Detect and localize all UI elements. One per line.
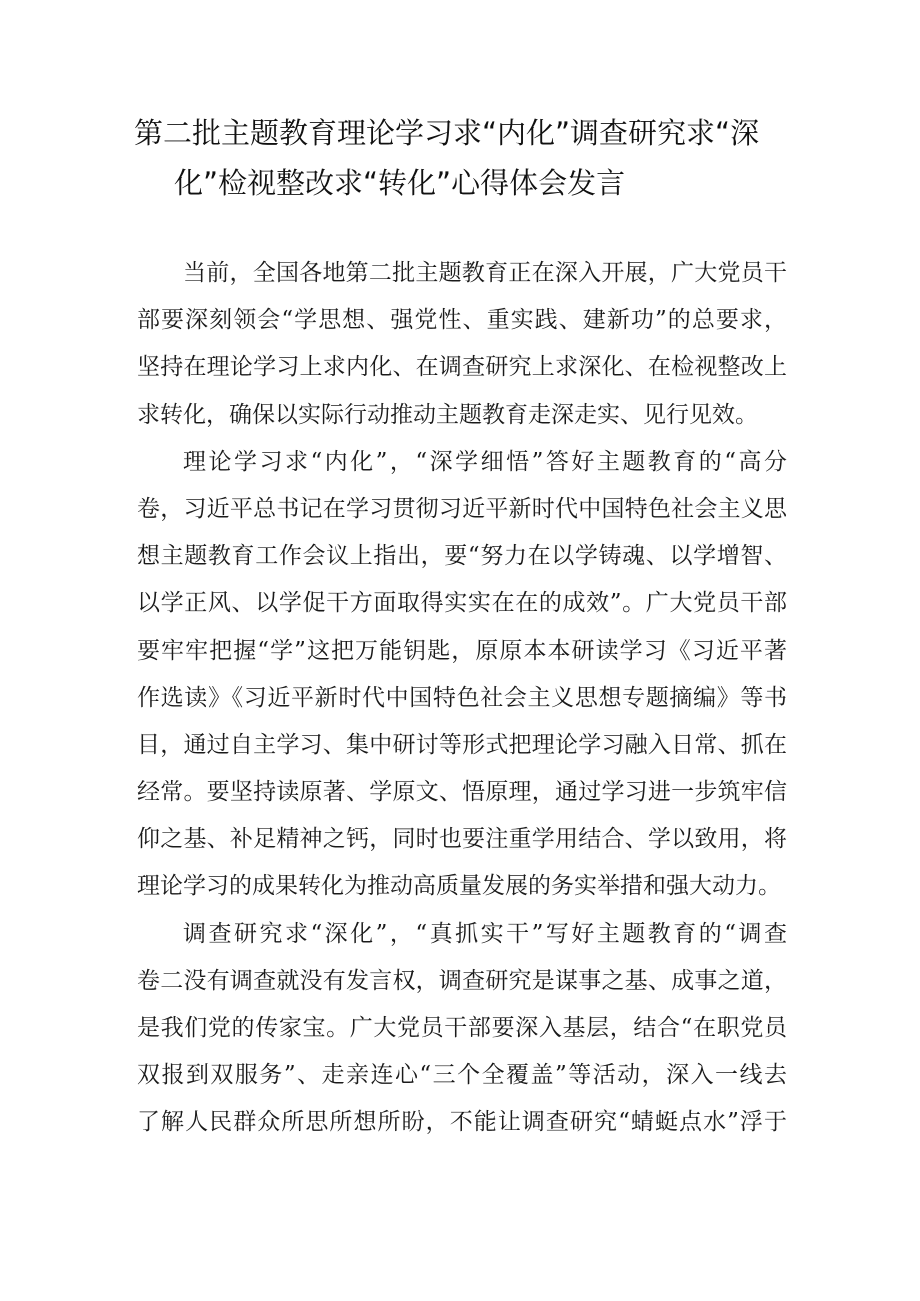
title-line-2: 化”检视整改求“转化”心得体会发言 bbox=[174, 166, 626, 200]
paragraph-line: 调查研究求“深化”，“真抓实干”写好主题教育的“调查 bbox=[183, 920, 787, 947]
paragraph-line: 当前，全国各地第二批主题教育正在深入开展，广大党员干 bbox=[183, 260, 787, 286]
paragraph-line: 要牢牢把握“学”这把万能钥匙，原原本本研读学习《习近平著 bbox=[137, 637, 787, 664]
paragraph-line: 部要深刻领会“学思想、强党性、重实践、建新功”的总要求， bbox=[137, 307, 787, 334]
paragraph-line: 求转化，确保以实际行动推动主题教育走深走实、见行见效。 bbox=[137, 401, 758, 428]
paragraph-3 bbox=[137, 911, 787, 1147]
paragraph-line: 理论学习求“内化”，“深学细悟”答好主题教育的“高分 bbox=[183, 448, 787, 475]
paragraph-line: 坚持在理论学习上求内化、在调查研究上求深化、在检视整改上 bbox=[137, 354, 787, 381]
document-title bbox=[134, 108, 794, 208]
paragraph-line: 了解人民群众所思所想所盼，不能让调查研究“蜻蜓点水”浮于 bbox=[137, 1109, 787, 1136]
paragraph-line: 想主题教育工作会议上指出，要“努力在以学铸魂、以学增智、 bbox=[137, 543, 787, 570]
paragraph-line: 仰之基、补足精神之钙，同时也要注重学用结合、学以致用，将 bbox=[137, 826, 787, 853]
paragraph-line: 理论学习的成果转化为推动高质量发展的务实举措和强大动力。 bbox=[137, 873, 781, 900]
title-line-1: 第二批主题教育理论学习求“内化”调查研究求“深 bbox=[134, 116, 760, 150]
paragraph-1 bbox=[137, 250, 787, 439]
paragraph-line: 双报到双服务”、走亲连心“三个全覆盖”等活动，深入一线去 bbox=[137, 1062, 787, 1089]
document-body bbox=[137, 250, 787, 1147]
paragraph-line: 卷，习近平总书记在学习贯彻习近平新时代中国特色社会主义思 bbox=[137, 495, 787, 522]
paragraph-line: 卷二没有调查就没有发言权，调查研究是谋事之基、成事之道， bbox=[137, 967, 787, 994]
paragraph-2 bbox=[137, 439, 787, 911]
paragraph-line: 以学正风、以学促干方面取得实实在在的成效”。广大党员干部 bbox=[137, 590, 787, 617]
paragraph-line: 经常。要坚持读原著、学原文、悟原理，通过学习进一步筑牢信 bbox=[137, 779, 787, 806]
paragraph-line: 目，通过自主学习、集中研讨等形式把理论学习融入日常、抓在 bbox=[137, 731, 787, 758]
paragraph-line: 是我们党的传家宝。广大党员干部要深入基层，结合“在职党员 bbox=[137, 1015, 787, 1041]
paragraph-line: 作选读》《习近平新时代中国特色社会主义思想专题摘编》等书 bbox=[137, 684, 787, 711]
